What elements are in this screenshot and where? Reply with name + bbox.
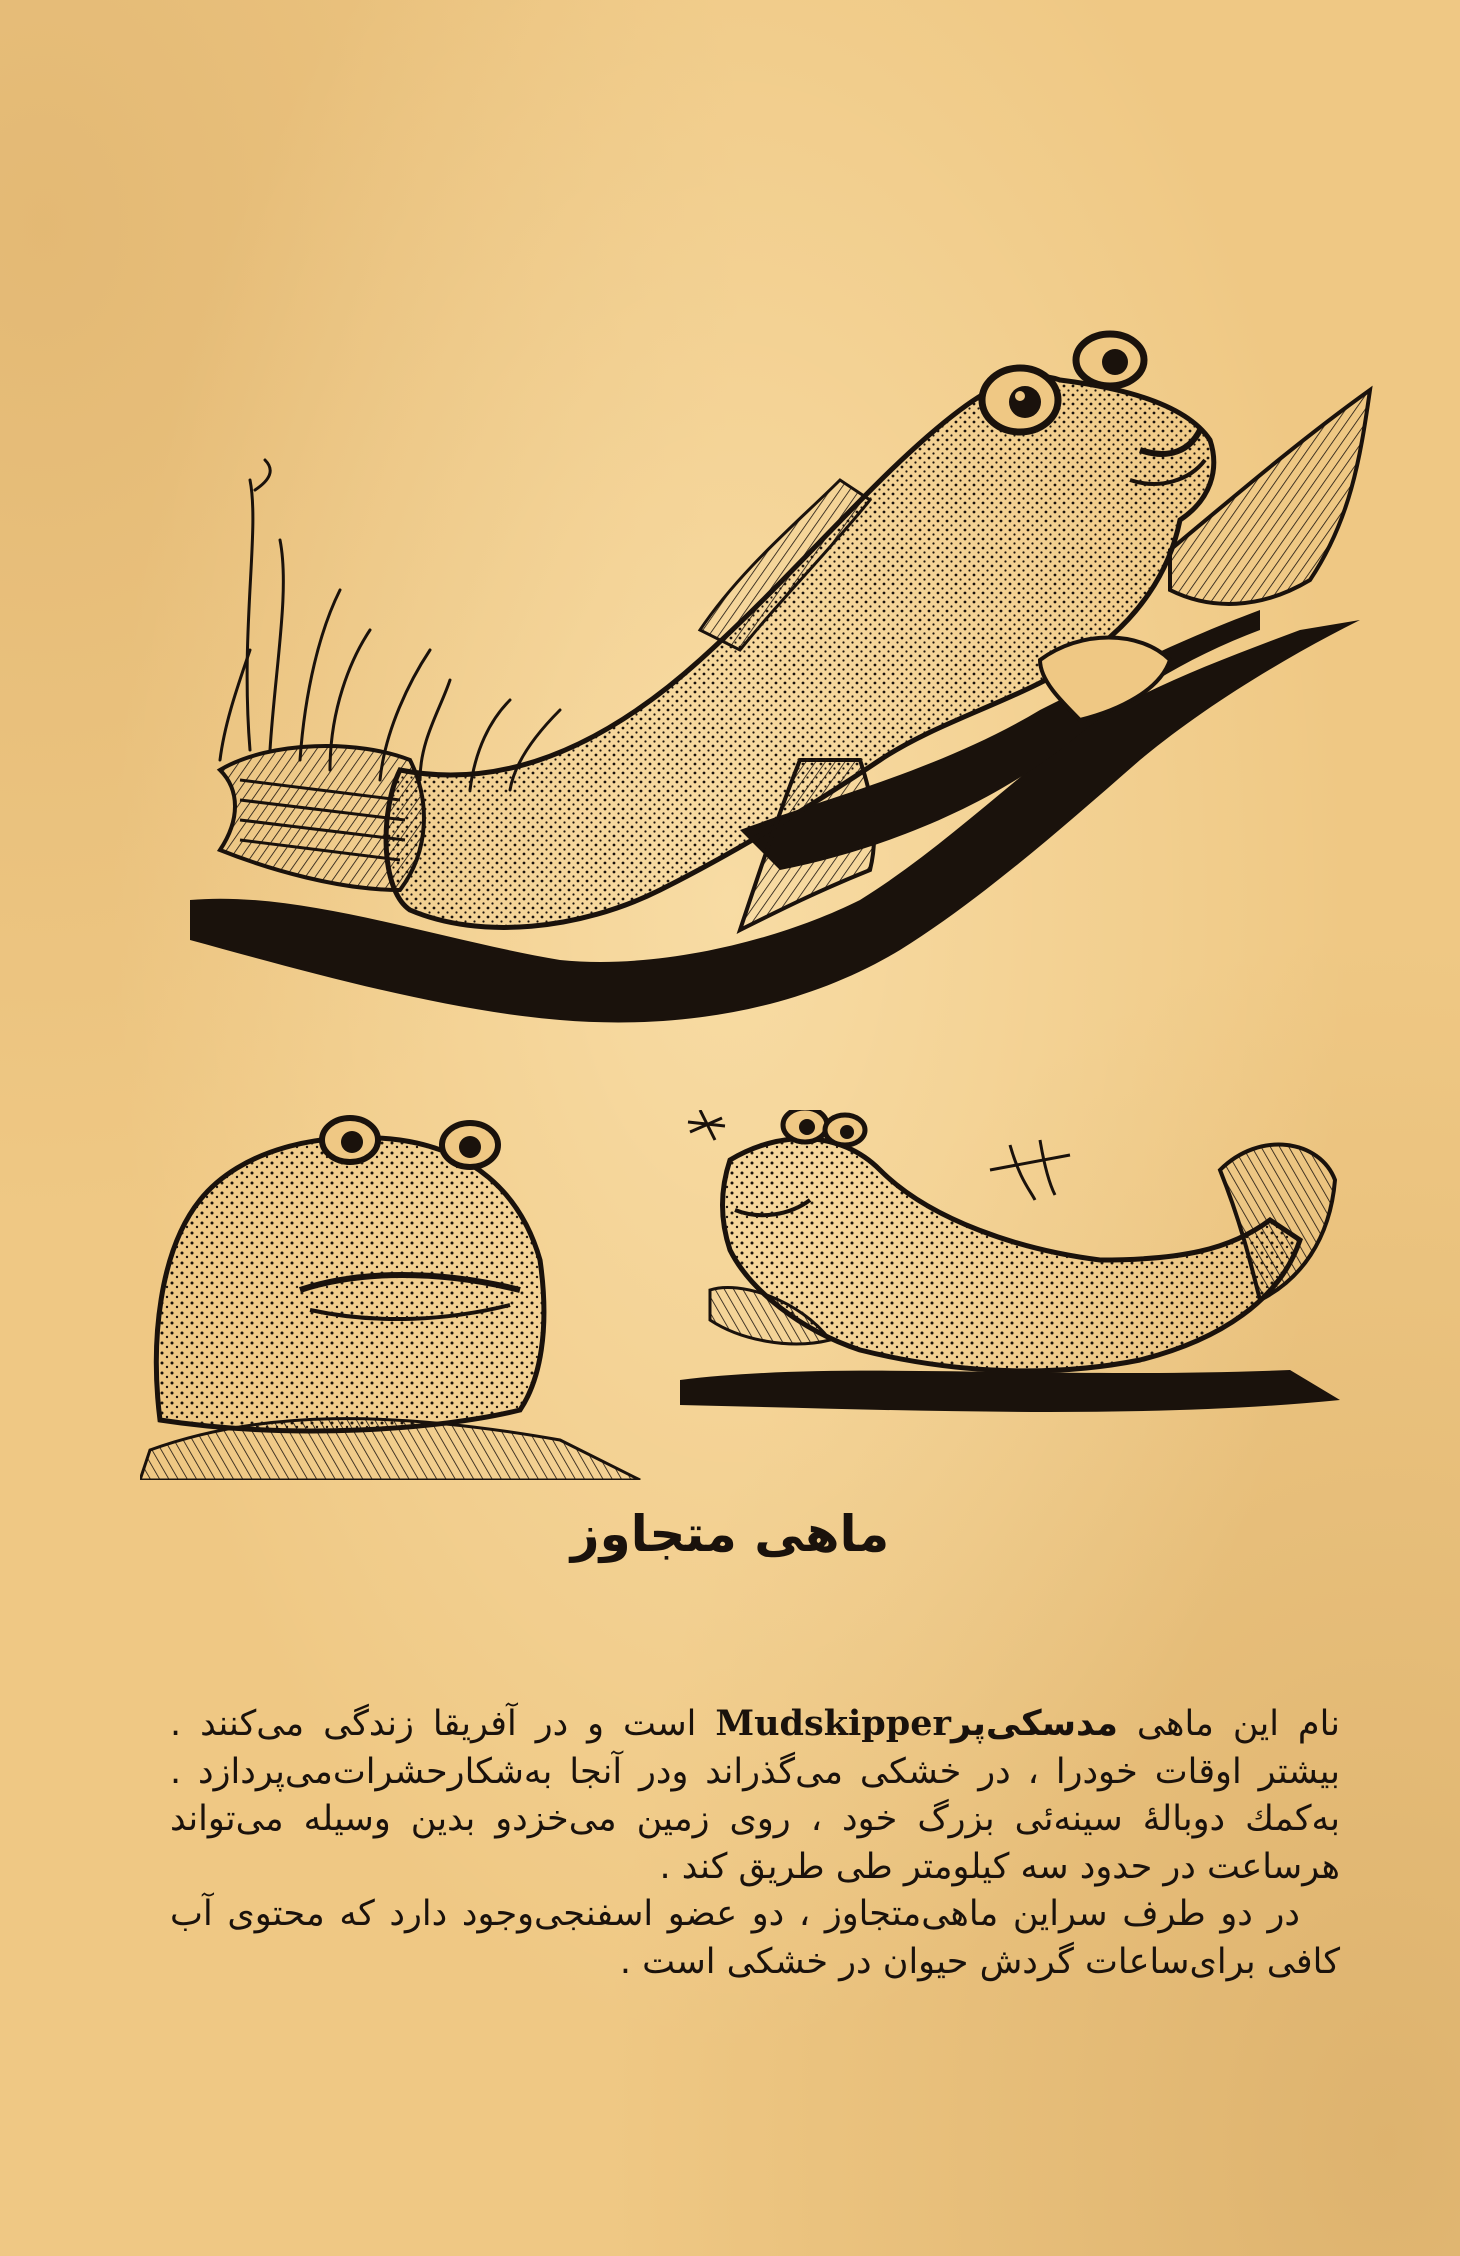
paragraph-1-rest: است و در آفریقا زندگی می‌کنند . بیشتر اوقات خودرا ، در خشکی می‌گذراند ودر آنجا به‌شکارحشرات‌می‌پردازد . به‌کمك دوبالهٔ سینه‌ئی بزرگ خود ، روی زمین می‌خزدو بدین وسیله می‌تواند هرساعت در حدود سه کیلومتر طی طریق کند . (170, 1704, 1340, 1887)
paragraph-2: در دو طرف سراین ماهی‌متجاوز ، دو عضو اسفنجی‌وجود دارد که محتوی آب کافی برای‌ساعات گردش حیوان در خشکی است . (170, 1894, 1340, 1982)
term-latin: Mudskipper (715, 1703, 951, 1744)
mudskipper-fish-icon (180, 330, 1410, 1050)
mudskipper-side-view-icon (680, 1110, 1340, 1412)
page-title: ماهی متجاوز (570, 1505, 890, 1563)
mudskipper-front-view-icon (140, 1118, 640, 1480)
article-body (170, 1700, 1340, 1986)
term-persian: مدسکی‌پر (950, 1704, 1118, 1744)
paragraph-1 (170, 1700, 1340, 1891)
mudskipper-pair-icon (140, 1110, 1340, 1480)
paragraph-1-intro: نام این ماهی (1117, 1704, 1340, 1744)
